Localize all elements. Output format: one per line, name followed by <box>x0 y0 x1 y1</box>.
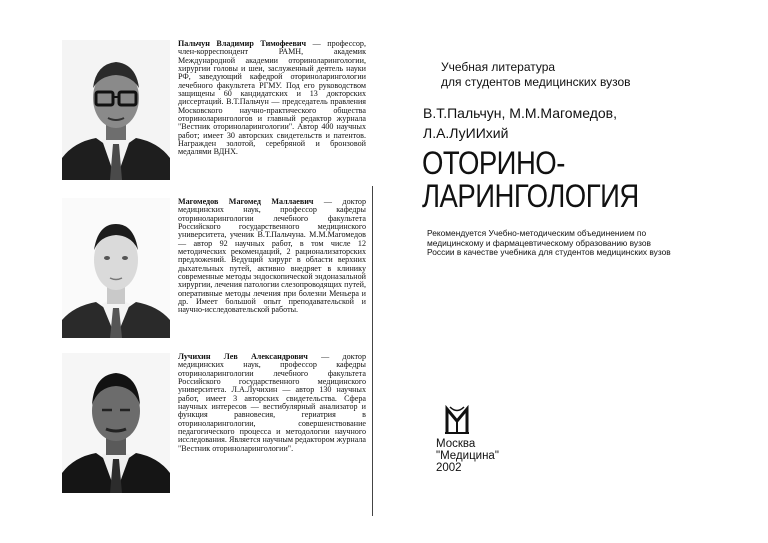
page-fold-divider <box>372 186 373 516</box>
book-title-line: ЛАРИНГОЛОГИЯ <box>422 178 639 214</box>
author-bio-luchikhin <box>178 353 366 453</box>
author-photo-luchikhin <box>62 353 170 493</box>
author-photo-magomedov <box>62 198 170 338</box>
author-bio-text: — профессор, член-корреспондент РАМН, академик Международной академии оториноларингологии, хирургии головы и шеи, заслуженный деятель науки РФ, заведующий кафедрой оториноларингологии лечебного факультета РГМУ. Под его руководством защищены 60 кандидатских и 13 докторских диссертаций. В.Т.Пальчун — председатель правления Московского научно-практического общества оториноларингологов и главный редактор журнала "Вестник оториноларингологии". Автор 400 научных работ; имеет 30 авторских свидетельств и патентов. Награжден золотой, серебряной и бронзовой медалями ВДНХ. <box>178 39 366 157</box>
author-bio-palchun <box>178 40 366 157</box>
approval-note: Рекомендуется Учебно-методическим объединением по медицинскому и фармацевтическому образованию вузов России в качестве учебника для студентов медицинских вузов <box>427 228 671 258</box>
book-title <box>422 147 706 213</box>
author-bio-text: — доктор медицинских наук, профессор кафедры оториноларингологии лечебного факультета Российского государственного медицинского университета, ученик В.Т.Пальчуна. М.М.Магомедов — автор 92 научных работ, в том числе 12 методических рекомендаций, 2 рационализаторских предложений. Ведущий хирург в области верхних дыхательных путей, активно внедряет в клинику современные методы эндоскопической эндоназальной хирургии, лечения патологии слезопроводящих путей, оперативные методы лечения при болезни Меньера и др. Имеет большой опыт преподавательской и научно-исследовательской работы. <box>178 197 366 315</box>
author-name: Пальчун Владимир Тимофеевич <box>178 39 307 48</box>
book-title-line: ОТОРИНО- <box>422 145 565 181</box>
publisher-name: "Медицина" <box>436 450 499 462</box>
publisher-city: Москва <box>436 438 476 450</box>
author-name: Магомедов Магомед Маллаевич <box>178 197 314 206</box>
author-bio-magomedov <box>178 198 366 315</box>
authors-line: В.Т.Пальчун, М.М.Магомедов, <box>423 105 617 121</box>
publication-year: 2002 <box>436 462 462 474</box>
series-label <box>441 60 741 90</box>
author-name: Лучихин Лев Александрович <box>178 352 308 361</box>
authors-line: Л.А.ЛуИИхий <box>423 125 509 141</box>
series-line: Учебная литература <box>441 60 556 74</box>
title-page-authors <box>423 103 743 143</box>
author-photo-palchun <box>62 40 170 180</box>
publisher-logo-icon <box>444 405 470 435</box>
author-bio-text: — доктор медицинских наук, профессор кафедры оториноларингологии лечебного факультета Российского государственного медицинского университета. Л.А.Лучихин — автор 130 научных работ, имеет 3 авторских свидетельства. Сфера научных интересов — вестибулярный анализатор и функция равновесия, гериатрия в оториноларингологии, совершенствование педагогического процесса и методологии научного исследования. Является научным редактором журнала "Вестник оториноларингологии". <box>178 352 366 453</box>
publisher-block <box>436 405 556 474</box>
series-line: для студентов медицинских вузов <box>441 75 631 89</box>
